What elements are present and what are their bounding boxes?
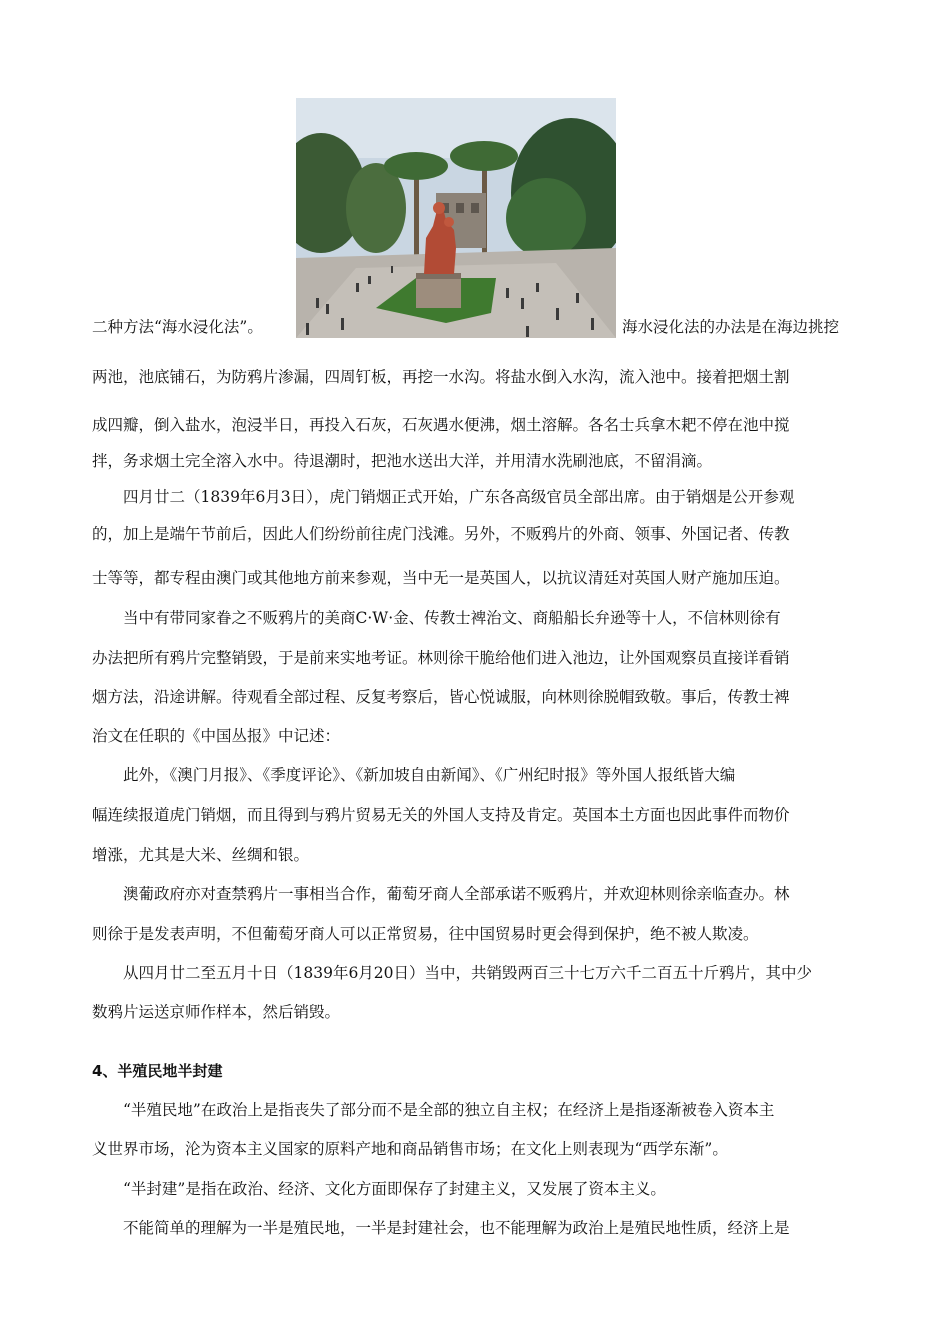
- statue-plaza-photo: [296, 98, 616, 338]
- text-line: “半殖民地”在政治上是指丧失了部分而不是全部的独立自主权；在经济上是指逐渐被卷入资本主: [123, 1101, 775, 1119]
- text-line: 从四月廿二至五月十日（1839年6月20日）当中，共销毁两百三十七万六千二百五十斤鸦片，其中少: [123, 964, 813, 982]
- text-line: 二种方法“海水浸化法”。: [92, 318, 263, 336]
- section-heading: 4、半殖民地半封建: [92, 1062, 223, 1080]
- text-line: 海水浸化法的办法是在海边挑挖: [622, 318, 840, 336]
- text-line: 的，加上是端午节前后，因此人们纷纷前往虎门浅滩。另外，不贩鸦片的外商、领事、外国记者、传教: [92, 525, 790, 543]
- text-line: 此外，《澳门月报》、《季度评论》、《新加坡自由新闻》、《广州纪时报》等外国人报纸皆大编: [123, 766, 736, 784]
- palm-crown-2: [450, 141, 518, 171]
- text-line: 则徐于是发表声明，不但葡萄牙商人可以正常贸易，往中国贸易时更会得到保护，绝不被人欺凌。: [92, 925, 759, 943]
- text-line: 拌，务求烟土完全溶入水中。待退潮时，把池水送出大洋，并用清水洗刷池底，不留涓滴。: [92, 452, 713, 470]
- text-line: 当中有带同家眷之不贩鸦片的美商C·W·金、传教士裨治文、商船船长弁逊等十人，不信林则徐有: [123, 609, 781, 627]
- text-line: 两池，池底铺石，为防鸦片渗漏，四周钉板，再挖一水沟。将盐水倒入水沟，流入池中。接着把烟土割: [92, 368, 790, 386]
- text-line: 不能简单的理解为一半是殖民地，一半是封建社会，也不能理解为政治上是殖民地性质，经济上是: [123, 1219, 790, 1237]
- text-line: 治文在任职的《中国丛报》中记述：: [92, 727, 341, 745]
- photo-illustration: [296, 98, 616, 338]
- palm-crown-1: [384, 152, 448, 180]
- text-line: 办法把所有鸦片完整销毁，于是前来实地考证。林则徐干脆给他们进入池边，让外国观察员直接详看销: [92, 649, 790, 667]
- text-line: 幅连续报道虎门销烟，而且得到与鸦片贸易无关的外国人支持及肯定。英国本土方面也因此事件而物价: [92, 806, 790, 824]
- text-line: 四月廿二（1839年6月3日），虎门销烟正式开始，广东各高级官员全部出席。由于销烟是公开参观: [123, 488, 795, 506]
- text-line: 烟方法，沿途讲解。待观看全部过程、反复考察后，皆心悦诚服，向林则徐脱帽致敬。事后，传教士裨: [92, 688, 790, 706]
- text-line: 义世界市场，沦为资本主义国家的原料产地和商品销售市场；在文化上则表现为“西学东渐”。: [92, 1140, 728, 1158]
- text-line: 士等等，都专程由澳门或其他地方前来参观，当中无一是英国人，以抗议清廷对英国人财产施加压迫。: [92, 569, 790, 587]
- text-line: “半封建”是指在政治、经济、文化方面即保存了封建主义，又发展了资本主义。: [123, 1180, 666, 1198]
- text-line: 增涨，尤其是大米、丝绸和银。: [92, 846, 310, 864]
- text-line: 成四瓣，倒入盐水，泡浸半日，再投入石灰，石灰遇水便沸，烟土溶解。各名士兵拿木耙不停在池中搅: [92, 416, 790, 434]
- text-line: 数鸦片运送京师作样本，然后销毁。: [92, 1003, 341, 1021]
- text-line: 澳葡政府亦对查禁鸦片一事相当合作，葡萄牙商人全部承诺不贩鸦片，并欢迎林则徐亲临查办。林: [123, 885, 790, 903]
- palm-trunk-1: [414, 168, 419, 263]
